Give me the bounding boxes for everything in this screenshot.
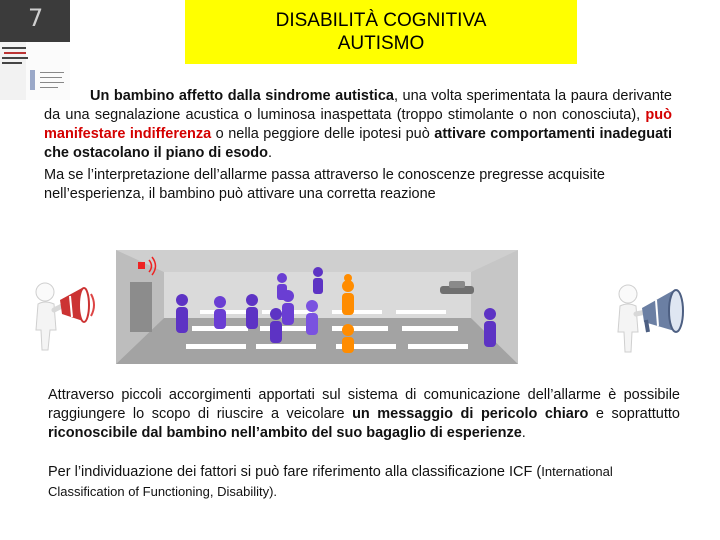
emphasis-text: attivare comportamenti inadeguati che ostacolano il piano di esodo	[44, 126, 672, 161]
paragraph-icf	[48, 462, 680, 502]
emphasis-text: riconoscibile dal bambino nell’ambito del suo bagaglio di esperienze	[48, 425, 522, 441]
body-text: , una volta sperimentata la paura derivante da una segnalazione acustica o luminosa inaspettata (troppo stimolante o non conosciuta),	[44, 88, 672, 123]
classroom-evacuation-illustration	[116, 250, 518, 364]
paragraph-reaction: Ma se l’interpretazione dell’allarme passa attraverso le conoscenze pregresse acquisite nell’esperienza, il bambino può attivare una corretta reazione	[44, 167, 605, 202]
body-text: Per l’individuazione dei fattori si può fare riferimento alla classificazione ICF (	[48, 464, 542, 480]
thumbnail-line	[2, 47, 26, 49]
page-subtitle: AUTISMO	[337, 33, 425, 54]
thumbnail-dark-band	[0, 0, 70, 42]
thumbnail-line	[2, 57, 28, 59]
body-text: e soprattutto	[588, 406, 680, 422]
thumbnail-line	[40, 82, 64, 83]
megaphone-figure-right-icon	[612, 280, 694, 356]
paragraph-communication	[48, 386, 680, 443]
body-text: .	[267, 145, 273, 161]
megaphone-figure-left-icon	[28, 280, 100, 356]
thumbnail-logo	[30, 70, 35, 90]
thumbnail-number: 7	[28, 4, 44, 32]
thumbnail-image	[0, 0, 70, 100]
emphasis-text: Un bambino affetto dalla sindrome autistica	[90, 88, 394, 104]
title-box	[185, 0, 577, 64]
thumbnail-line	[4, 52, 26, 54]
icf-full-name: International Classification of Functioning, Disability).	[48, 464, 613, 499]
body-text: Attraverso piccoli accorgimenti apportati sul sistema di comunicazione dell’allarme è possibile raggiungere lo scopo di riuscire a veicolare	[48, 387, 680, 422]
emphasis-text: un messaggio di pericolo chiaro	[352, 406, 589, 422]
thumbnail-line	[40, 72, 64, 73]
body-text: o nella peggiore delle ipotesi può	[211, 126, 435, 142]
thumbnail-line	[40, 77, 62, 78]
thumbnail-line	[2, 62, 22, 64]
page-title: DISABILITÀ COGNITIVA	[275, 10, 487, 31]
emphasis-red-text: può manifestare indifferenza	[44, 107, 672, 142]
paragraph-intro	[44, 87, 672, 163]
body-text: .	[521, 425, 526, 441]
